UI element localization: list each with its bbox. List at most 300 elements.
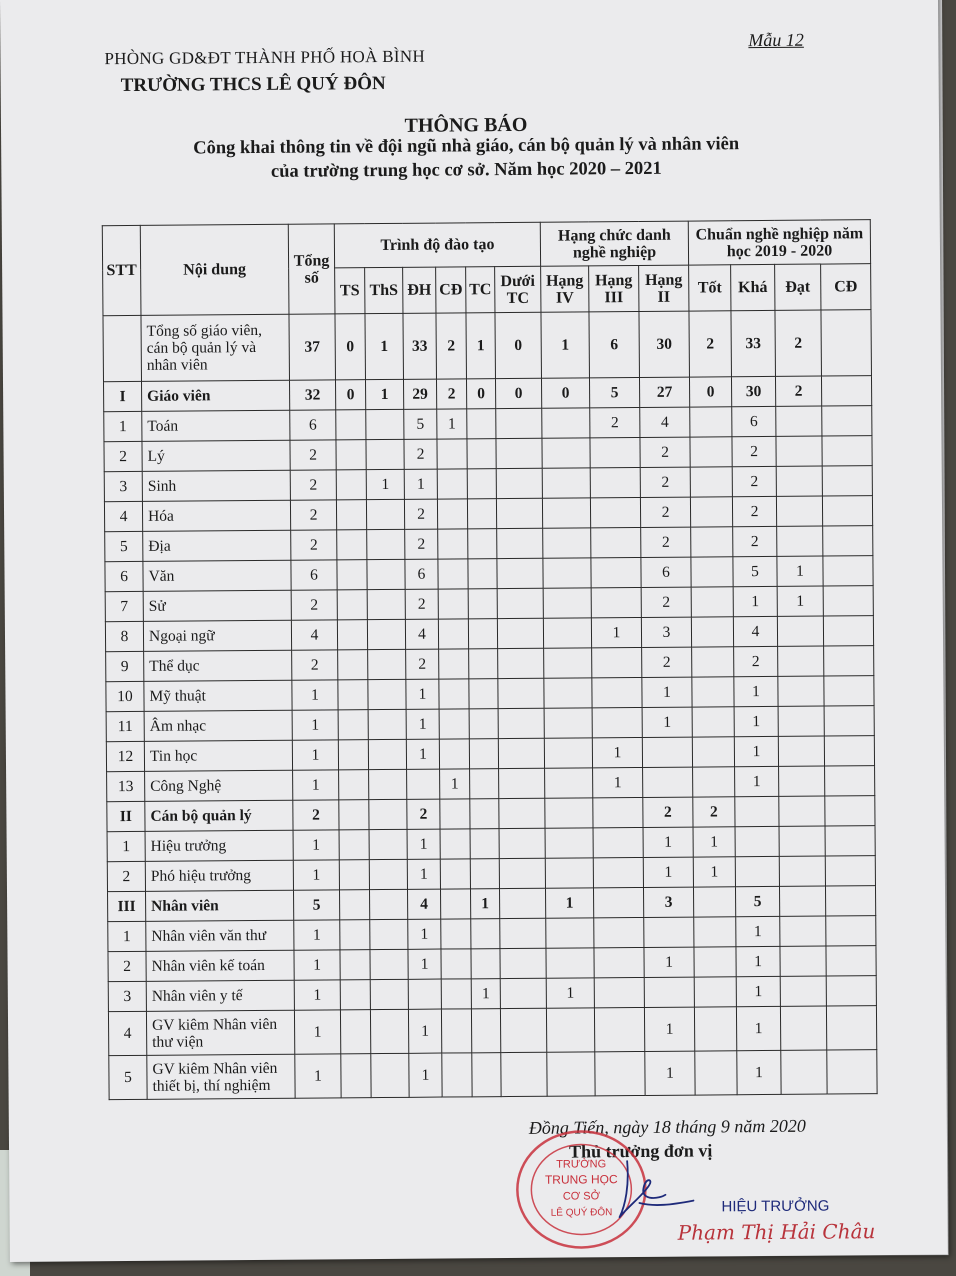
row-value: 1 xyxy=(407,829,440,859)
row-value xyxy=(824,706,874,736)
row-value xyxy=(497,558,543,588)
row-value xyxy=(691,557,733,587)
row-value: 30 xyxy=(639,311,690,377)
table-body xyxy=(103,310,877,1100)
row-value xyxy=(336,410,366,440)
seal-line-2: TRUNG HỌC xyxy=(544,1172,618,1187)
row-value xyxy=(593,827,643,857)
row-value: 2 xyxy=(640,497,690,527)
handwritten-signature xyxy=(609,1155,700,1226)
row-value xyxy=(496,438,542,468)
row-value: 2 xyxy=(733,526,777,556)
row-value: 1 xyxy=(644,1007,694,1051)
school-name: TRƯỜNG THCS LÊ QUÝ ĐÔN xyxy=(120,72,386,97)
row-value xyxy=(369,829,407,859)
row-value: 5 xyxy=(589,377,639,407)
row-value: 5 xyxy=(294,890,340,920)
row-value xyxy=(370,979,408,1009)
row-value xyxy=(735,856,779,886)
row-value xyxy=(595,1051,645,1095)
row-value xyxy=(695,1051,737,1095)
row-label: Toán xyxy=(142,410,290,441)
row-value xyxy=(822,466,872,496)
row-value xyxy=(692,707,734,737)
row-value xyxy=(498,708,544,738)
row-value xyxy=(779,886,825,916)
row-value xyxy=(779,856,825,886)
row-value xyxy=(337,530,367,560)
row-value xyxy=(500,918,546,948)
row-value: 27 xyxy=(639,377,689,407)
row-value: 1 xyxy=(736,1006,780,1050)
row-value xyxy=(690,467,732,497)
row-value xyxy=(441,979,471,1009)
row-value xyxy=(498,738,544,768)
row-value xyxy=(467,409,496,439)
row-value xyxy=(543,558,591,588)
row-value xyxy=(735,796,779,826)
row-value xyxy=(591,557,641,587)
row-value: 2 xyxy=(590,407,640,437)
row-value xyxy=(545,828,593,858)
row-value xyxy=(497,588,543,618)
row-value: 2 xyxy=(734,646,778,676)
row-value: 1 xyxy=(293,770,339,800)
row-value xyxy=(644,977,694,1007)
row-value xyxy=(442,1053,472,1097)
row-value xyxy=(544,738,592,768)
row-value xyxy=(825,826,875,856)
row-label: Lý xyxy=(142,440,290,471)
row-value xyxy=(826,916,876,946)
row-value xyxy=(735,826,779,856)
row-label: Công Nghệ xyxy=(145,770,293,801)
row-value xyxy=(367,529,405,559)
row-value xyxy=(776,496,822,526)
row-value: 30 xyxy=(731,376,775,406)
row-value xyxy=(642,737,692,767)
row-value: 1 xyxy=(591,617,641,647)
row-value xyxy=(469,739,498,769)
row-value: 2 xyxy=(292,650,338,680)
row-value xyxy=(438,589,468,619)
row-value xyxy=(440,829,470,859)
row-value xyxy=(339,770,369,800)
row-value: 1 xyxy=(645,1051,695,1095)
row-value: 1 xyxy=(407,859,440,889)
place-date: Đồng Tiến, ngày 18 tháng 9 năm 2020 xyxy=(528,1115,806,1138)
row-value xyxy=(336,500,366,530)
row-value: 2 xyxy=(291,530,337,560)
row-value xyxy=(340,950,370,980)
row-value xyxy=(368,649,406,679)
row-stt: 7 xyxy=(105,591,143,621)
row-value xyxy=(336,440,366,470)
row-value xyxy=(407,769,440,799)
subheader-cell: Hạng IV xyxy=(541,266,589,312)
row-value: 1 xyxy=(292,740,338,770)
row-value: 1 xyxy=(777,556,823,586)
row-value: 1 xyxy=(737,1050,781,1094)
row-value: 1 xyxy=(734,676,778,706)
row-value xyxy=(777,616,823,646)
row-value: 1 xyxy=(593,767,643,797)
row-value: 0 xyxy=(495,312,542,378)
row-value: 2 xyxy=(290,470,336,500)
document-title: THÔNG BÁO xyxy=(404,113,528,137)
row-stt: I xyxy=(104,381,142,411)
row-stt: 2 xyxy=(108,951,146,981)
row-value xyxy=(441,949,471,979)
row-stt: 2 xyxy=(104,441,142,471)
row-value xyxy=(826,1006,876,1050)
row-value xyxy=(545,858,593,888)
row-value xyxy=(545,768,593,798)
row-value xyxy=(593,857,643,887)
row-value: 6 xyxy=(589,311,640,377)
row-label: Phó hiệu trưởng xyxy=(145,860,293,891)
row-value xyxy=(340,980,370,1010)
row-value xyxy=(692,647,734,677)
row-value: 2 xyxy=(405,529,438,559)
row-value xyxy=(408,979,441,1009)
row-value xyxy=(776,406,822,436)
row-value xyxy=(778,706,824,736)
row-stt: 9 xyxy=(106,651,144,681)
seal-line-4: LÊ QUÝ ĐÔN xyxy=(550,1207,613,1219)
row-label: Sinh xyxy=(142,470,290,501)
row-stt: 12 xyxy=(106,741,144,771)
seal-line-3: CƠ SỞ xyxy=(562,1190,601,1203)
row-value xyxy=(469,679,498,709)
row-value xyxy=(338,740,368,770)
row-value: 0 xyxy=(335,314,366,380)
row-value xyxy=(690,497,732,527)
row-value: 1 xyxy=(409,1053,442,1097)
row-value xyxy=(468,559,497,589)
row-value xyxy=(438,619,468,649)
row-label: Cán bộ quản lý xyxy=(145,800,293,831)
row-value xyxy=(340,920,370,950)
row-value: 1 xyxy=(466,313,496,379)
row-value xyxy=(823,586,873,616)
row-value xyxy=(437,499,467,529)
row-value xyxy=(501,1052,547,1096)
row-value: 1 xyxy=(693,827,735,857)
row-value xyxy=(778,736,824,766)
row-value xyxy=(592,647,642,677)
row-value xyxy=(693,887,735,917)
row-value: 1 xyxy=(292,680,338,710)
row-value xyxy=(594,917,644,947)
row-value: 1 xyxy=(735,766,779,796)
row-value xyxy=(824,676,874,706)
row-value xyxy=(779,826,825,856)
row-value xyxy=(547,1052,595,1096)
row-value: 5 xyxy=(733,556,777,586)
row-label: Âm nhạc xyxy=(144,710,292,741)
row-value: 1 xyxy=(693,857,735,887)
row-value xyxy=(439,739,469,769)
row-value xyxy=(778,676,824,706)
row-value: 1 xyxy=(471,979,500,1009)
row-value xyxy=(440,889,470,919)
row-value: 1 xyxy=(541,312,590,378)
row-value xyxy=(542,408,590,438)
row-value xyxy=(593,887,643,917)
row-value xyxy=(339,890,369,920)
row-value xyxy=(827,1050,877,1094)
row-value: 2 xyxy=(775,376,821,406)
row-value xyxy=(594,977,644,1007)
row-value xyxy=(338,680,368,710)
row-value xyxy=(822,436,872,466)
department-name: PHÒNG GD&ĐT THÀNH PHỐ HOÀ BÌNH xyxy=(104,46,426,69)
row-value: 1 xyxy=(366,469,404,499)
row-value xyxy=(341,1054,371,1098)
subheader-cell: Tốt xyxy=(689,265,731,311)
row-value xyxy=(593,797,643,827)
row-value xyxy=(594,947,644,977)
row-value: 1 xyxy=(470,889,499,919)
row-value xyxy=(691,587,733,617)
row-value xyxy=(691,527,733,557)
row-value xyxy=(498,648,544,678)
subheader-cell: ThS xyxy=(365,267,403,313)
row-value xyxy=(590,437,640,467)
row-value xyxy=(825,766,875,796)
row-value: 2 xyxy=(291,590,337,620)
row-stt: 1 xyxy=(108,921,146,951)
row-value xyxy=(644,917,694,947)
form-number: Mẫu 12 xyxy=(748,29,804,51)
row-value xyxy=(590,497,640,527)
row-value: 0 xyxy=(689,377,731,407)
row-label: Sử xyxy=(143,590,291,621)
row-value: 6 xyxy=(641,557,691,587)
row-label: GV kiêm Nhân viên thư viện xyxy=(146,1010,294,1055)
row-value: 2 xyxy=(293,800,339,830)
row-value xyxy=(337,590,367,620)
row-value: 4 xyxy=(291,620,337,650)
row-value xyxy=(439,649,469,679)
row-value: 1 xyxy=(643,827,693,857)
row-value: 2 xyxy=(407,799,440,829)
row-value: 4 xyxy=(405,619,438,649)
row-value xyxy=(438,559,468,589)
row-value xyxy=(496,498,542,528)
row-value xyxy=(546,918,594,948)
row-label: Tin học xyxy=(144,740,292,771)
subheader-cell: Khá xyxy=(731,264,775,310)
row-label: Nhân viên y tế xyxy=(146,980,294,1011)
row-value: 32 xyxy=(289,380,335,410)
row-value xyxy=(544,678,592,708)
row-value xyxy=(823,616,873,646)
row-value: 2 xyxy=(693,797,735,827)
row-value: 1 xyxy=(440,769,470,799)
row-value xyxy=(367,619,405,649)
row-value xyxy=(691,617,733,647)
row-value xyxy=(499,828,545,858)
row-value xyxy=(693,767,735,797)
row-value xyxy=(471,1009,500,1053)
row-value: 1 xyxy=(644,947,694,977)
table-row xyxy=(109,1050,877,1100)
row-value: 2 xyxy=(689,311,732,377)
row-value xyxy=(822,496,872,526)
row-value: 1 xyxy=(592,737,642,767)
row-value xyxy=(692,737,734,767)
row-value: 1 xyxy=(406,679,439,709)
row-value xyxy=(368,739,406,769)
row-value xyxy=(339,800,369,830)
row-label: Nhân viên xyxy=(146,890,294,921)
row-value xyxy=(437,439,467,469)
subheader-cell: Hạng III xyxy=(589,265,639,311)
row-value xyxy=(777,526,823,556)
header-content: Nội dung xyxy=(140,224,289,315)
row-value: 1 xyxy=(295,1054,341,1098)
seal-line-1: TRƯỜNG xyxy=(556,1158,607,1171)
row-value xyxy=(338,710,368,740)
row-value: 1 xyxy=(736,976,780,1006)
row-value xyxy=(371,1053,409,1097)
row-value xyxy=(692,677,734,707)
subheader-cell: TC xyxy=(466,267,495,313)
row-value xyxy=(778,646,824,676)
row-value xyxy=(500,978,546,1008)
row-stt: 13 xyxy=(107,771,145,801)
row-value xyxy=(546,1008,594,1052)
row-value xyxy=(543,528,591,558)
row-value xyxy=(543,588,591,618)
row-label: Tổng số giáo viên, cán bộ quản lý và nhân viên xyxy=(141,314,290,381)
row-value: 2 xyxy=(436,379,466,409)
row-value: 0 xyxy=(466,379,495,409)
row-value xyxy=(826,976,876,1006)
row-value xyxy=(441,919,471,949)
row-value xyxy=(370,949,408,979)
row-value: 2 xyxy=(290,500,336,530)
row-label: Địa xyxy=(143,530,291,561)
row-value: 6 xyxy=(405,559,438,589)
row-value xyxy=(824,736,874,766)
subheader-cell: Hạng II xyxy=(639,265,689,311)
row-value: 1 xyxy=(404,469,437,499)
row-value xyxy=(337,620,367,650)
signer-role: Thủ trưởng đơn vị xyxy=(568,1140,713,1162)
row-value xyxy=(370,919,408,949)
row-value xyxy=(694,1007,736,1051)
row-value xyxy=(542,468,590,498)
subheader-cell: Đạt xyxy=(775,264,821,310)
header-stt: STT xyxy=(102,225,141,315)
row-value xyxy=(544,708,592,738)
row-value xyxy=(779,766,825,796)
header-training: Trình độ đào tạo xyxy=(334,222,540,268)
table-row xyxy=(103,310,871,382)
row-value: 2 xyxy=(640,467,690,497)
row-value: 1 xyxy=(643,857,693,887)
row-value: 33 xyxy=(731,310,776,376)
header-standard: Chuẩn nghề nghiệp năm học 2019 - 2020 xyxy=(688,220,870,265)
row-value: 1 xyxy=(406,739,439,769)
row-value xyxy=(591,587,641,617)
row-value xyxy=(592,677,642,707)
row-value xyxy=(468,529,497,559)
row-value: 2 xyxy=(290,440,336,470)
row-value xyxy=(367,589,405,619)
row-value xyxy=(338,650,368,680)
row-value: 6 xyxy=(291,560,337,590)
row-value: 1 xyxy=(734,736,778,766)
row-label: Thể dục xyxy=(144,650,292,681)
row-stt: 5 xyxy=(105,531,143,561)
row-label: GV kiêm Nhân viên thiết bị, thí nghiệm xyxy=(147,1054,295,1099)
row-value xyxy=(690,437,732,467)
row-label: Hiệu trưởng xyxy=(145,830,293,861)
row-value: 1 xyxy=(736,946,780,976)
row-value xyxy=(823,526,873,556)
row-value xyxy=(496,468,542,498)
subheader-cell: Dưới TC xyxy=(495,266,541,312)
row-value: 1 xyxy=(408,1009,441,1053)
row-value xyxy=(542,498,590,528)
row-value: 2 xyxy=(404,499,437,529)
subheader-cell: CĐ xyxy=(821,264,871,310)
row-value xyxy=(544,648,592,678)
row-value xyxy=(825,856,875,886)
row-value: 0 xyxy=(495,378,541,408)
row-value xyxy=(438,529,468,559)
row-value xyxy=(497,528,543,558)
row-value xyxy=(437,469,467,499)
row-stt: 10 xyxy=(106,681,144,711)
row-value xyxy=(499,768,545,798)
row-value: 1 xyxy=(293,860,339,890)
row-value: 2 xyxy=(775,310,822,376)
row-value xyxy=(822,406,872,436)
row-value xyxy=(497,618,543,648)
row-value xyxy=(366,409,404,439)
row-value xyxy=(468,619,497,649)
row-value xyxy=(472,1053,501,1097)
row-value xyxy=(821,376,871,406)
subheader-cell: TS xyxy=(335,268,365,314)
row-value: 2 xyxy=(640,437,690,467)
row-stt: 1 xyxy=(104,411,142,441)
row-value: 2 xyxy=(732,496,776,526)
row-value xyxy=(776,466,822,496)
row-value: 2 xyxy=(732,466,776,496)
row-value xyxy=(471,919,500,949)
row-value: 2 xyxy=(406,649,439,679)
row-value xyxy=(470,859,499,889)
row-value xyxy=(369,859,407,889)
row-stt: 1 xyxy=(107,831,145,861)
table-row xyxy=(108,1006,876,1056)
row-label: Giáo viên xyxy=(141,380,289,411)
row-value: 1 xyxy=(642,707,692,737)
row-value xyxy=(439,709,469,739)
row-value: 6 xyxy=(290,410,336,440)
row-value: 37 xyxy=(289,314,336,380)
row-value xyxy=(780,1006,826,1050)
row-value: 1 xyxy=(406,709,439,739)
row-value xyxy=(336,470,366,500)
row-value xyxy=(370,1009,408,1053)
